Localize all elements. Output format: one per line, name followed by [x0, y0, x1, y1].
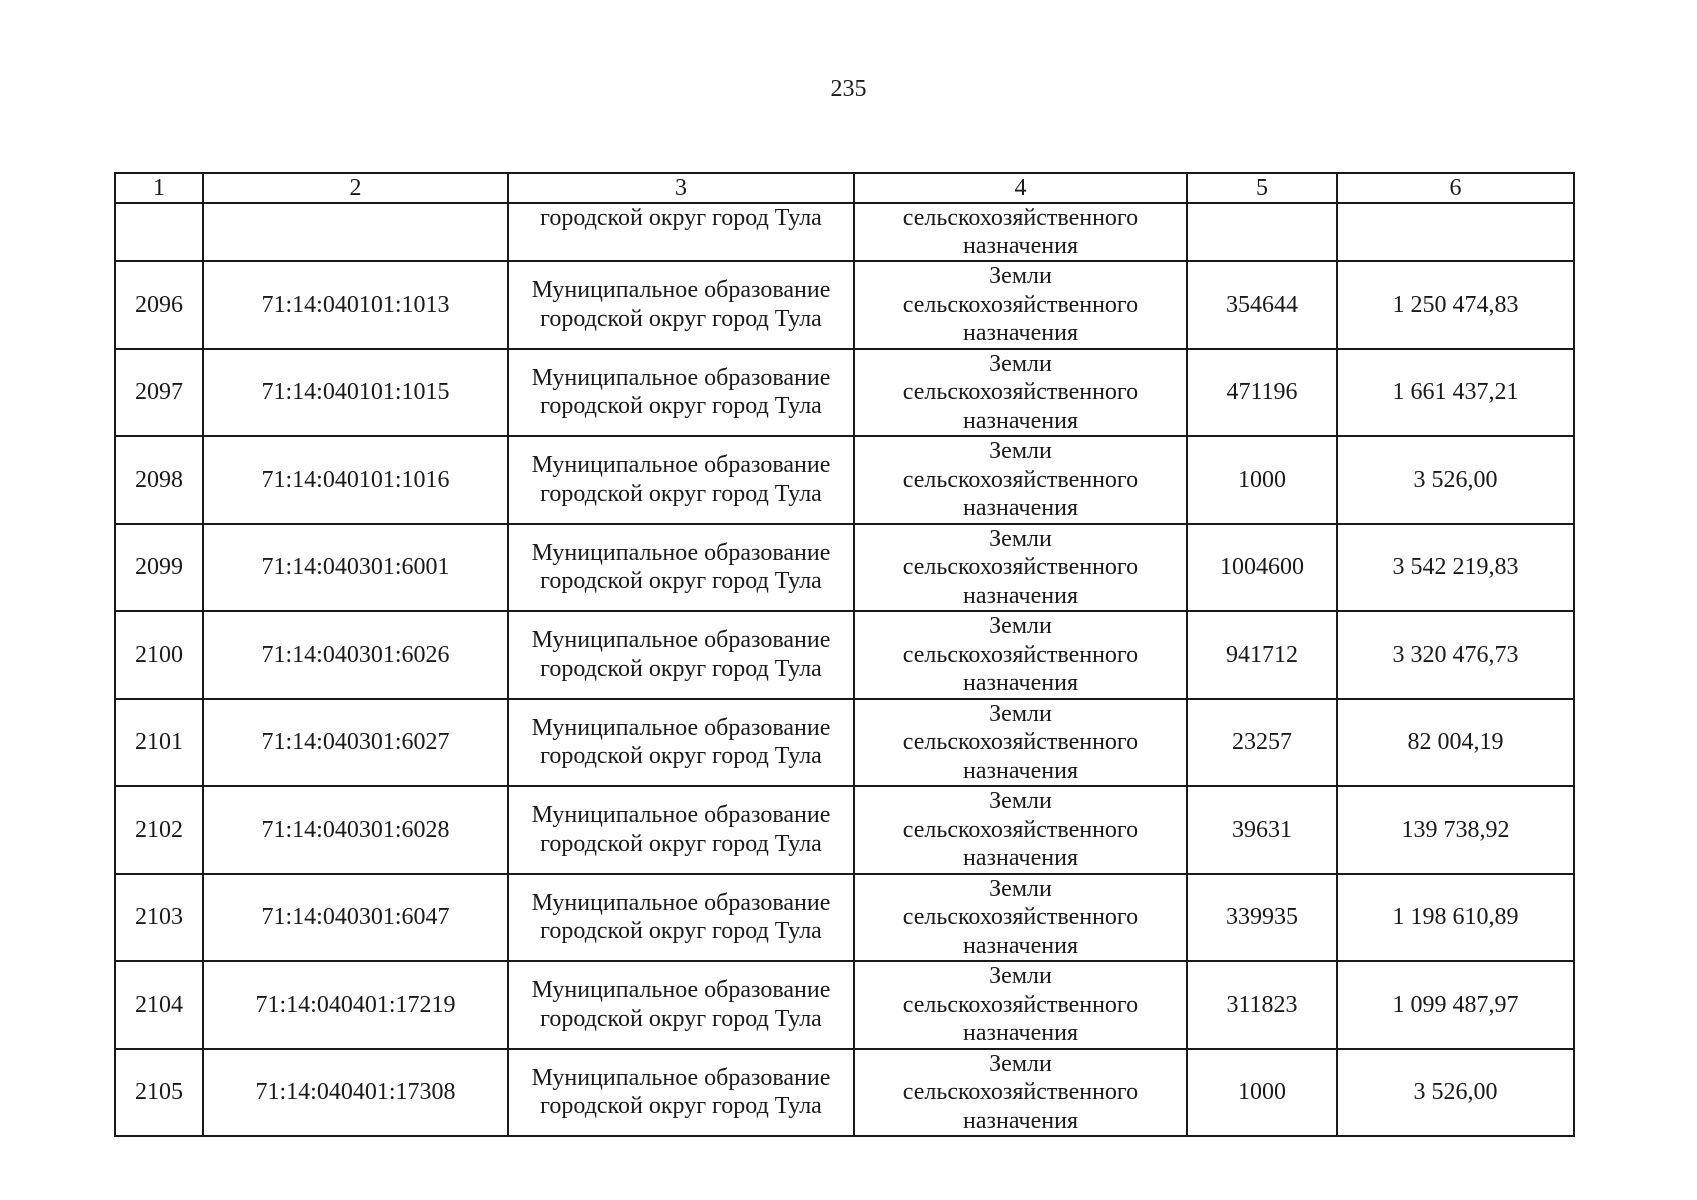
owner-cell — [508, 261, 854, 349]
cadastral-number-cell: 71:14:040101:1016 — [203, 436, 508, 524]
land-category-cell — [854, 611, 1187, 699]
land-category-cell — [854, 349, 1187, 437]
land-category-line: назначения — [963, 1020, 1078, 1046]
land-category-line: Земли — [989, 1050, 1052, 1077]
cadastral-value-cell: 82 004,19 — [1337, 699, 1574, 787]
land-category-line: Земли — [989, 875, 1052, 902]
land-category-cell — [854, 524, 1187, 612]
owner-line: Муниципальное образование — [531, 539, 831, 566]
table-row — [115, 436, 1574, 524]
cadastral-number-cell: 71:14:040301:6001 — [203, 524, 508, 612]
cadastral-value-cell: 139 738,92 — [1337, 786, 1574, 874]
row-number-cell: 2100 — [115, 611, 203, 699]
land-category-line: сельскохозяйственного — [902, 904, 1139, 930]
owner-line: Муниципальное образование — [531, 364, 831, 391]
owner-line: городской округ город Тула — [540, 480, 822, 507]
land-category-line: сельскохозяйственного — [902, 554, 1139, 580]
cadastral-value-cell: 3 526,00 — [1337, 1049, 1574, 1137]
column-number-6: 6 — [1337, 173, 1574, 203]
area-cell: 339935 — [1187, 874, 1337, 962]
owner-line: Муниципальное образование — [531, 802, 831, 829]
row-number-cell: 2104 — [115, 961, 203, 1049]
cadastral-number-cell: 71:14:040101:1013 — [203, 261, 508, 349]
column-number-1: 1 — [115, 173, 203, 203]
land-category-line: назначения — [963, 1107, 1078, 1134]
area-cell: 941712 — [1187, 611, 1337, 699]
owner-cell — [508, 1049, 854, 1137]
owner-line: Муниципальное образование — [531, 889, 831, 916]
owner-cell — [508, 874, 854, 962]
land-category-line: Земли — [989, 350, 1052, 377]
cadastral-number-cell: 71:14:040401:17308 — [203, 1049, 508, 1137]
area-cell: 471196 — [1187, 349, 1337, 437]
land-category-line: Земли — [989, 525, 1052, 552]
land-category-line: сельскохозяйственного — [902, 291, 1139, 318]
owner-line: городской округ город Тула — [540, 655, 822, 682]
land-category-line: назначения — [963, 495, 1078, 521]
continuation-owner-cell — [508, 203, 854, 261]
cadastral-number-cell: 71:14:040301:6028 — [203, 786, 508, 874]
land-category-line: сельскохозяйственного — [902, 466, 1139, 493]
land-category-line: назначения — [963, 932, 1078, 959]
land-category-cell — [854, 961, 1187, 1049]
cadastral-value-cell: 3 526,00 — [1337, 436, 1574, 524]
owner-line: городской округ город Тула — [540, 1005, 822, 1032]
owner-line: Муниципальное образование — [531, 277, 831, 304]
column-number-4: 4 — [854, 173, 1187, 203]
table-row — [115, 349, 1574, 437]
continuation-category-line: сельскохозяйственного — [902, 205, 1139, 231]
row-number-cell: 2097 — [115, 349, 203, 437]
owner-cell — [508, 524, 854, 612]
cadastral-value-cell: 1 099 487,97 — [1337, 961, 1574, 1049]
row-number-cell: 2101 — [115, 699, 203, 787]
land-category-line: Земли — [989, 700, 1052, 727]
column-number-3: 3 — [508, 173, 854, 203]
column-number-5: 5 — [1187, 173, 1337, 203]
owner-line: городской округ город Тула — [540, 305, 822, 332]
table-row — [115, 786, 1574, 874]
land-category-line: назначения — [963, 670, 1078, 696]
land-category-cell — [854, 874, 1187, 962]
land-category-line: назначения — [963, 320, 1078, 346]
row-number-cell: 2099 — [115, 524, 203, 612]
table-row — [115, 261, 1574, 349]
land-category-line: Земли — [989, 263, 1052, 289]
cadastral-value-cell: 1 198 610,89 — [1337, 874, 1574, 962]
row-number-cell: 2103 — [115, 874, 203, 962]
owner-cell — [508, 611, 854, 699]
continuation-cadastral-cell — [203, 203, 508, 261]
table-row — [115, 524, 1574, 612]
table-row — [115, 1049, 1574, 1137]
land-category-line: сельскохозяйственного — [902, 816, 1139, 843]
land-category-line: Земли — [989, 438, 1052, 464]
table-row — [115, 961, 1574, 1049]
column-number-row — [115, 173, 1574, 203]
cadastral-number-cell: 71:14:040401:17219 — [203, 961, 508, 1049]
land-category-line: сельскохозяйственного — [902, 729, 1139, 755]
table-row — [115, 874, 1574, 962]
owner-line: Муниципальное образование — [531, 1064, 831, 1091]
owner-line: городской округ город Тула — [540, 918, 822, 945]
area-cell: 23257 — [1187, 699, 1337, 787]
cadastral-value-cell: 1 250 474,83 — [1337, 261, 1574, 349]
owner-cell — [508, 349, 854, 437]
owner-line: городской округ город Тула — [540, 830, 822, 857]
column-number-2: 2 — [203, 173, 508, 203]
continuation-category-line: назначения — [963, 233, 1078, 259]
row-number-cell: 2102 — [115, 786, 203, 874]
owner-line: Муниципальное образование — [531, 627, 831, 654]
cadastral-value-cell: 1 661 437,21 — [1337, 349, 1574, 437]
land-category-line: назначения — [963, 407, 1078, 434]
land-category-line: назначения — [963, 845, 1078, 871]
owner-cell — [508, 436, 854, 524]
land-category-line: сельскохозяйственного — [902, 379, 1139, 405]
owner-line: Муниципальное образование — [531, 977, 831, 1004]
area-cell: 311823 — [1187, 961, 1337, 1049]
land-category-cell — [854, 786, 1187, 874]
land-category-line: назначения — [963, 582, 1078, 609]
land-category-cell — [854, 261, 1187, 349]
owner-cell — [508, 786, 854, 874]
land-category-cell — [854, 699, 1187, 787]
land-category-line: назначения — [963, 757, 1078, 784]
owner-line: городской округ город Тула — [540, 743, 822, 770]
continuation-row — [115, 203, 1574, 261]
owner-line: городской округ город Тула — [540, 393, 822, 420]
land-category-line: сельскохозяйственного — [902, 641, 1139, 668]
land-category-cell — [854, 1049, 1187, 1137]
row-number-cell: 2098 — [115, 436, 203, 524]
continuation-category-cell — [854, 203, 1187, 261]
owner-line: городской округ город Тула — [540, 568, 822, 595]
area-cell: 39631 — [1187, 786, 1337, 874]
area-cell: 1004600 — [1187, 524, 1337, 612]
land-category-line: сельскохозяйственного — [902, 991, 1139, 1018]
page-number: 235 — [830, 76, 867, 102]
continuation-num-cell — [115, 203, 203, 261]
area-cell: 1000 — [1187, 436, 1337, 524]
continuation-value-cell — [1337, 203, 1574, 261]
owner-cell — [508, 699, 854, 787]
table-row — [115, 611, 1574, 699]
land-category-line: сельскохозяйственного — [902, 1079, 1139, 1105]
owner-line: Муниципальное образование — [531, 714, 831, 741]
cadastral-number-cell: 71:14:040301:6047 — [203, 874, 508, 962]
land-category-line: Земли — [989, 613, 1052, 639]
owner-line: Муниципальное образование — [531, 452, 831, 479]
continuation-area-cell — [1187, 203, 1337, 261]
area-cell: 354644 — [1187, 261, 1337, 349]
land-category-line: Земли — [989, 963, 1052, 989]
cadastral-value-cell: 3 320 476,73 — [1337, 611, 1574, 699]
row-number-cell: 2096 — [115, 261, 203, 349]
land-category-line: Земли — [989, 788, 1052, 814]
table-row — [115, 699, 1574, 787]
cadastral-number-cell: 71:14:040301:6027 — [203, 699, 508, 787]
continuation-owner-line: городской округ город Тула — [540, 205, 822, 231]
cadastral-number-cell: 71:14:040101:1015 — [203, 349, 508, 437]
land-parcels-table — [114, 172, 1575, 1137]
area-cell: 1000 — [1187, 1049, 1337, 1137]
cadastral-number-cell: 71:14:040301:6026 — [203, 611, 508, 699]
owner-line: городской округ город Тула — [540, 1093, 822, 1120]
cadastral-value-cell: 3 542 219,83 — [1337, 524, 1574, 612]
owner-cell — [508, 961, 854, 1049]
land-category-cell — [854, 436, 1187, 524]
row-number-cell: 2105 — [115, 1049, 203, 1137]
